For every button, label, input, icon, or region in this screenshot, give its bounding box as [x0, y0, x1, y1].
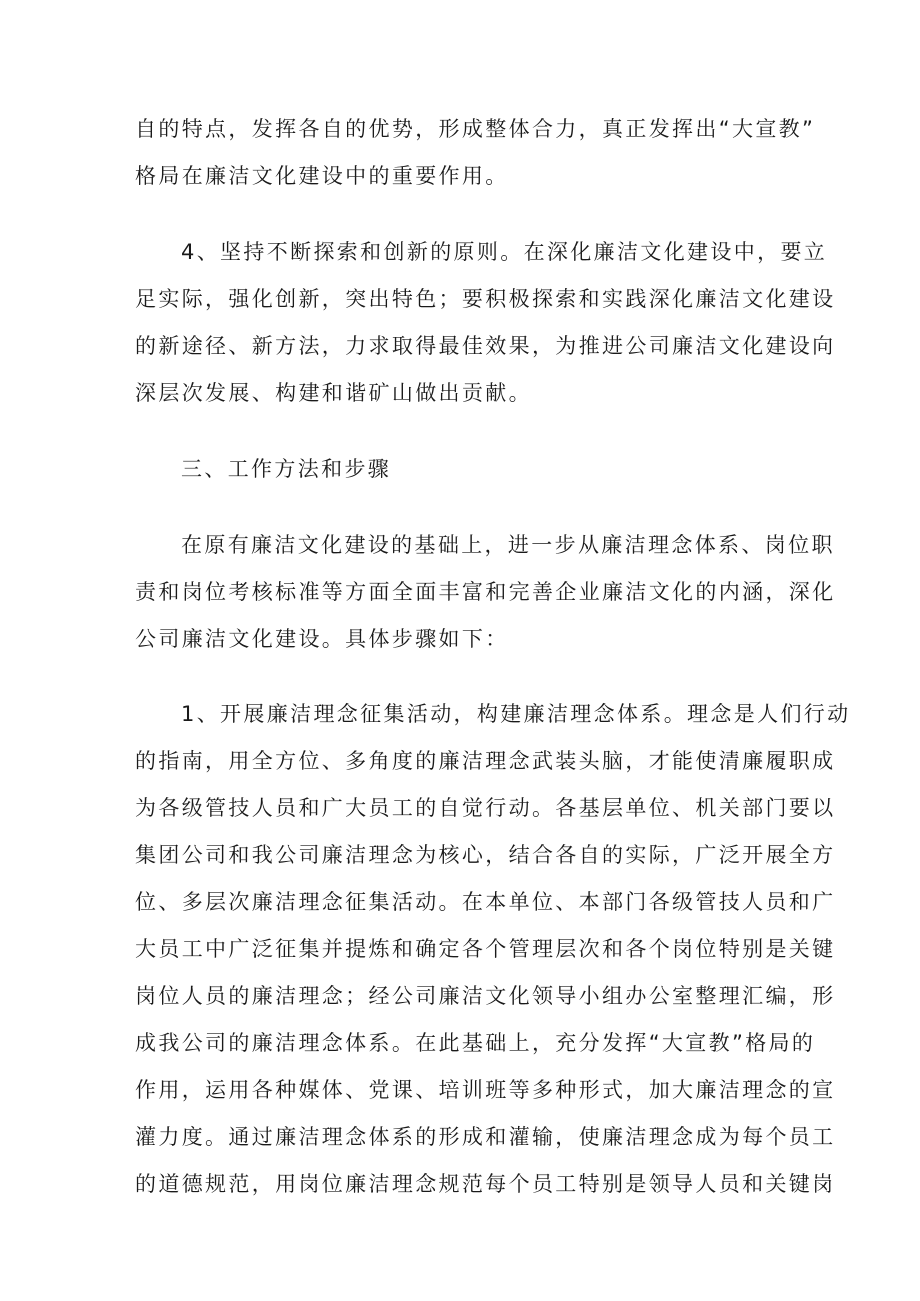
text-line: 成我公司的廉洁理念体系。在此基础上，充分发挥“大宣教”格局的: [135, 1031, 816, 1055]
paragraph-section-3-intro: [135, 522, 836, 663]
text-line: 自的特点，发挥各自的优势，形成整体合力，真正发挥出“大宣教”: [135, 117, 816, 141]
paragraph-gap: [135, 493, 795, 522]
text-line: 公司廉洁文化建设。具体步骤如下：: [135, 627, 509, 651]
text-line: 格局在廉洁文化建设中的重要作用。: [135, 164, 509, 188]
text-line: 集团公司和我公司廉洁理念为核心，结合各自的实际，广泛开展全方: [135, 843, 836, 867]
text-line: 深层次发展、构建和谐矿山做出贡献。: [135, 381, 532, 405]
text-line: 位、多层次廉洁理念征集活动。在本单位、本部门各级管技人员和广: [135, 890, 836, 914]
paragraph-step-1: [135, 691, 851, 1208]
text-line: 为各级管技人员和广大员工的自觉行动。各基层单位、机关部门要以: [135, 796, 836, 820]
text-line: 的指南，用全方位、多角度的廉洁理念武装头脑，才能使清廉履职成: [135, 749, 836, 773]
text-line: 4、坚持不断探索和创新的原则。在深化廉洁文化建设中，要立: [181, 240, 828, 264]
text-line: 大员工中广泛征集并提炼和确定各个管理层次和各个岗位特别是关键: [135, 937, 836, 961]
document-body: [135, 106, 851, 1208]
text-line: 在原有廉洁文化建设的基础上，进一步从廉洁理念体系、岗位职: [181, 533, 835, 557]
section-3-heading: 三、工作方法和步骤: [181, 457, 392, 481]
text-line: 足实际，强化创新，突出特色；要积极探索和实践深化廉洁文化建设: [135, 287, 836, 311]
paragraph-gap: [135, 663, 795, 691]
paragraph-gap: [135, 417, 795, 446]
text-line: 的道德规范，用岗位廉洁理念规范每个员工特别是领导人员和关键岗: [135, 1172, 836, 1196]
text-line: 的新途径、新方法，力求取得最佳效果，为推进公司廉洁文化建设向: [135, 334, 836, 358]
text-line: 岗位人员的廉洁理念；经公司廉洁文化领导小组办公室整理汇编，形: [135, 984, 836, 1008]
paragraph-gap: [135, 200, 795, 229]
text-line: 责和岗位考核标准等方面全面丰富和完善企业廉洁文化的内涵，深化: [135, 580, 836, 604]
text-line: 灌力度。通过廉洁理念体系的形成和灌输，使廉洁理念成为每个员工: [135, 1125, 836, 1149]
paragraph-continuation: [135, 106, 816, 200]
text-line: 作用，运用各种媒体、党课、培训班等多种形式，加大廉洁理念的宣: [135, 1078, 836, 1102]
paragraph-principle-4: [135, 229, 836, 417]
section-heading: [135, 446, 795, 493]
text-line: 1、开展廉洁理念征集活动，构建廉洁理念体系。理念是人们行动: [181, 702, 851, 726]
